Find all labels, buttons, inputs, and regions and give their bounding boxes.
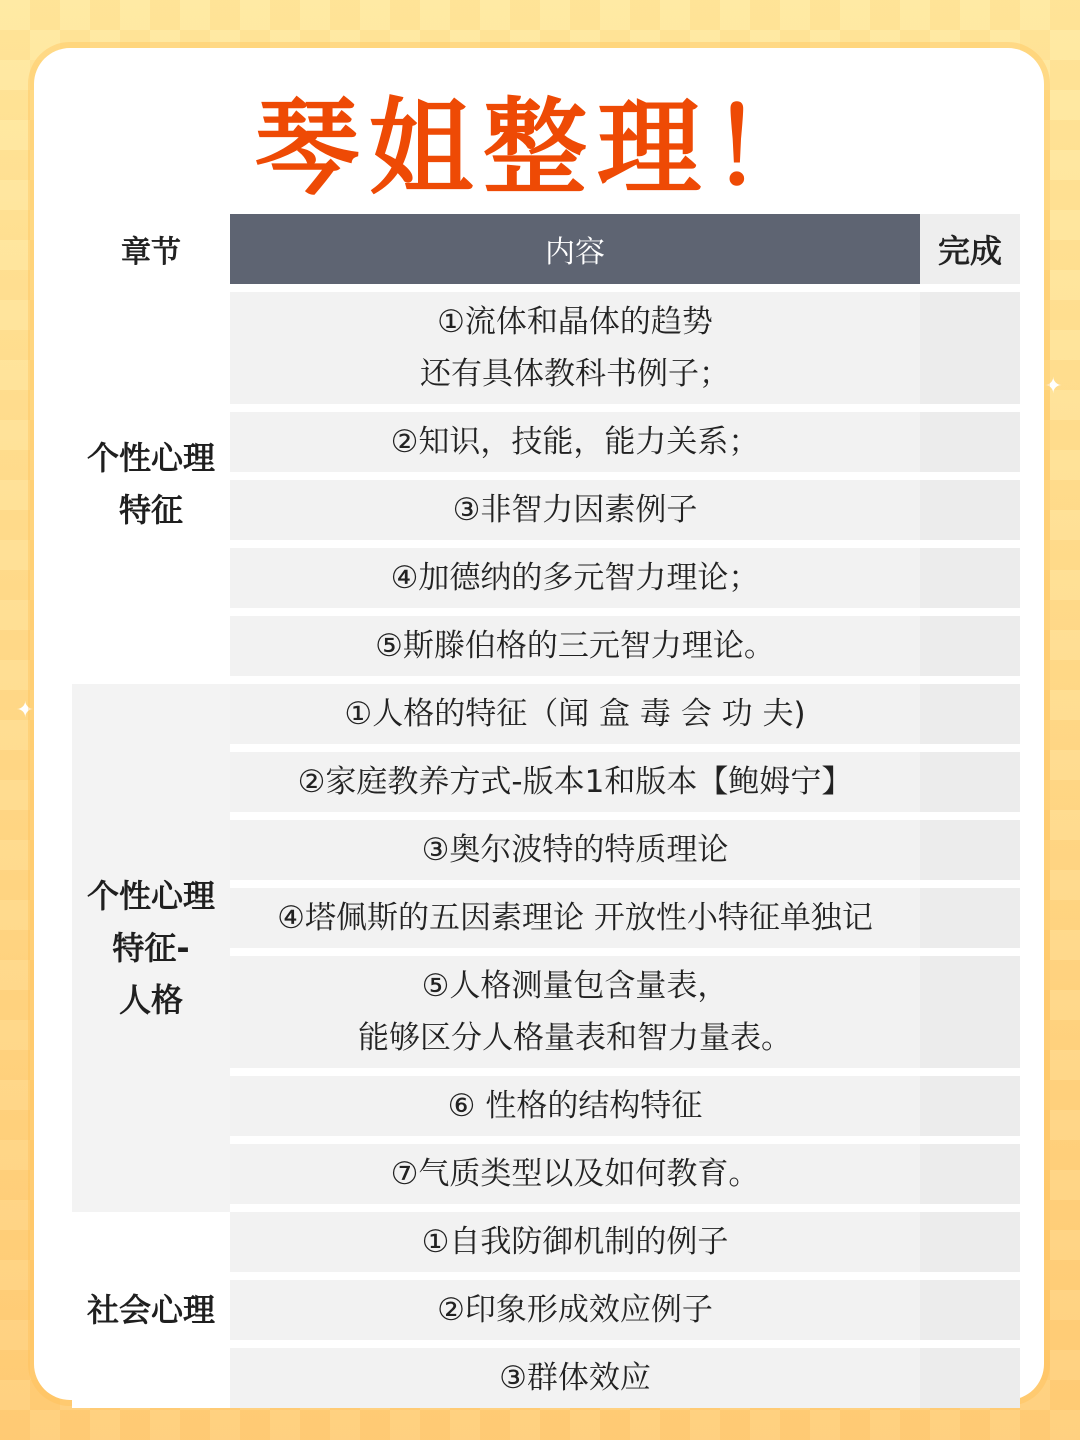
done-checkbox-cell[interactable] [920,548,1020,608]
content-cell: ⑤斯滕伯格的三元智力理论。 [230,616,920,676]
content-cell: ⑥ 性格的结构特征 [230,1076,920,1136]
content-header: 内容 [230,214,920,284]
done-checkbox-cell[interactable] [920,820,1020,880]
done-checkbox-cell[interactable] [920,684,1020,744]
sparkle-icon: ✦ [16,698,35,723]
chapter-column [72,214,230,1404]
done-checkbox-cell[interactable] [920,888,1020,948]
done-checkbox-cell[interactable] [920,1212,1020,1272]
content-cell: ①自我防御机制的例子 [230,1212,920,1272]
done-checkbox-cell[interactable] [920,616,1020,676]
page-title: 琴姐整理！ [254,87,825,209]
done-header: 完成 [920,214,1020,284]
chapter-header: 章节 [72,214,230,284]
content-cell: ②知识，技能，能力关系； [230,412,920,472]
done-checkbox-cell[interactable] [920,1076,1020,1136]
content-cell: ③群体效应 [230,1348,920,1408]
content-cell: ④加德纳的多元智力理论； [230,548,920,608]
chapter-label: 社会心理 [72,1212,230,1408]
content-cell: ②家庭教养方式-版本1和版本【鲍姆宁】 [230,752,920,812]
content-cell: ⑦气质类型以及如何教育。 [230,1144,920,1204]
content-cell: ①流体和晶体的趋势 还有具体教科书例子； [230,292,920,404]
content-cell: ⑤人格测量包含量表， 能够区分人格量表和智力量表。 [230,956,920,1068]
done-checkbox-cell[interactable] [920,1280,1020,1340]
study-table [72,214,1020,1404]
content-cell: ④塔佩斯的五因素理论 开放性小特征单独记 [230,888,920,948]
done-checkbox-cell[interactable] [920,752,1020,812]
done-checkbox-cell[interactable] [920,1348,1020,1408]
content-cell: ③非智力因素例子 [230,480,920,540]
done-checkbox-cell[interactable] [920,956,1020,1068]
chapter-label: 个性心理 特征 [72,284,230,684]
done-checkbox-cell[interactable] [920,1144,1020,1204]
sparkle-icon: ✦ [1044,374,1063,399]
content-cell: ②印象形成效应例子 [230,1280,920,1340]
done-checkbox-cell[interactable] [920,480,1020,540]
content-cell: ①人格的特征（闻 盒 毒 会 功 夫) [230,684,920,744]
done-checkbox-cell[interactable] [920,292,1020,404]
content-cell: ③奥尔波特的特质理论 [230,820,920,880]
done-checkbox-cell[interactable] [920,412,1020,472]
chapter-label: 个性心理 特征- 人格 [72,684,230,1212]
